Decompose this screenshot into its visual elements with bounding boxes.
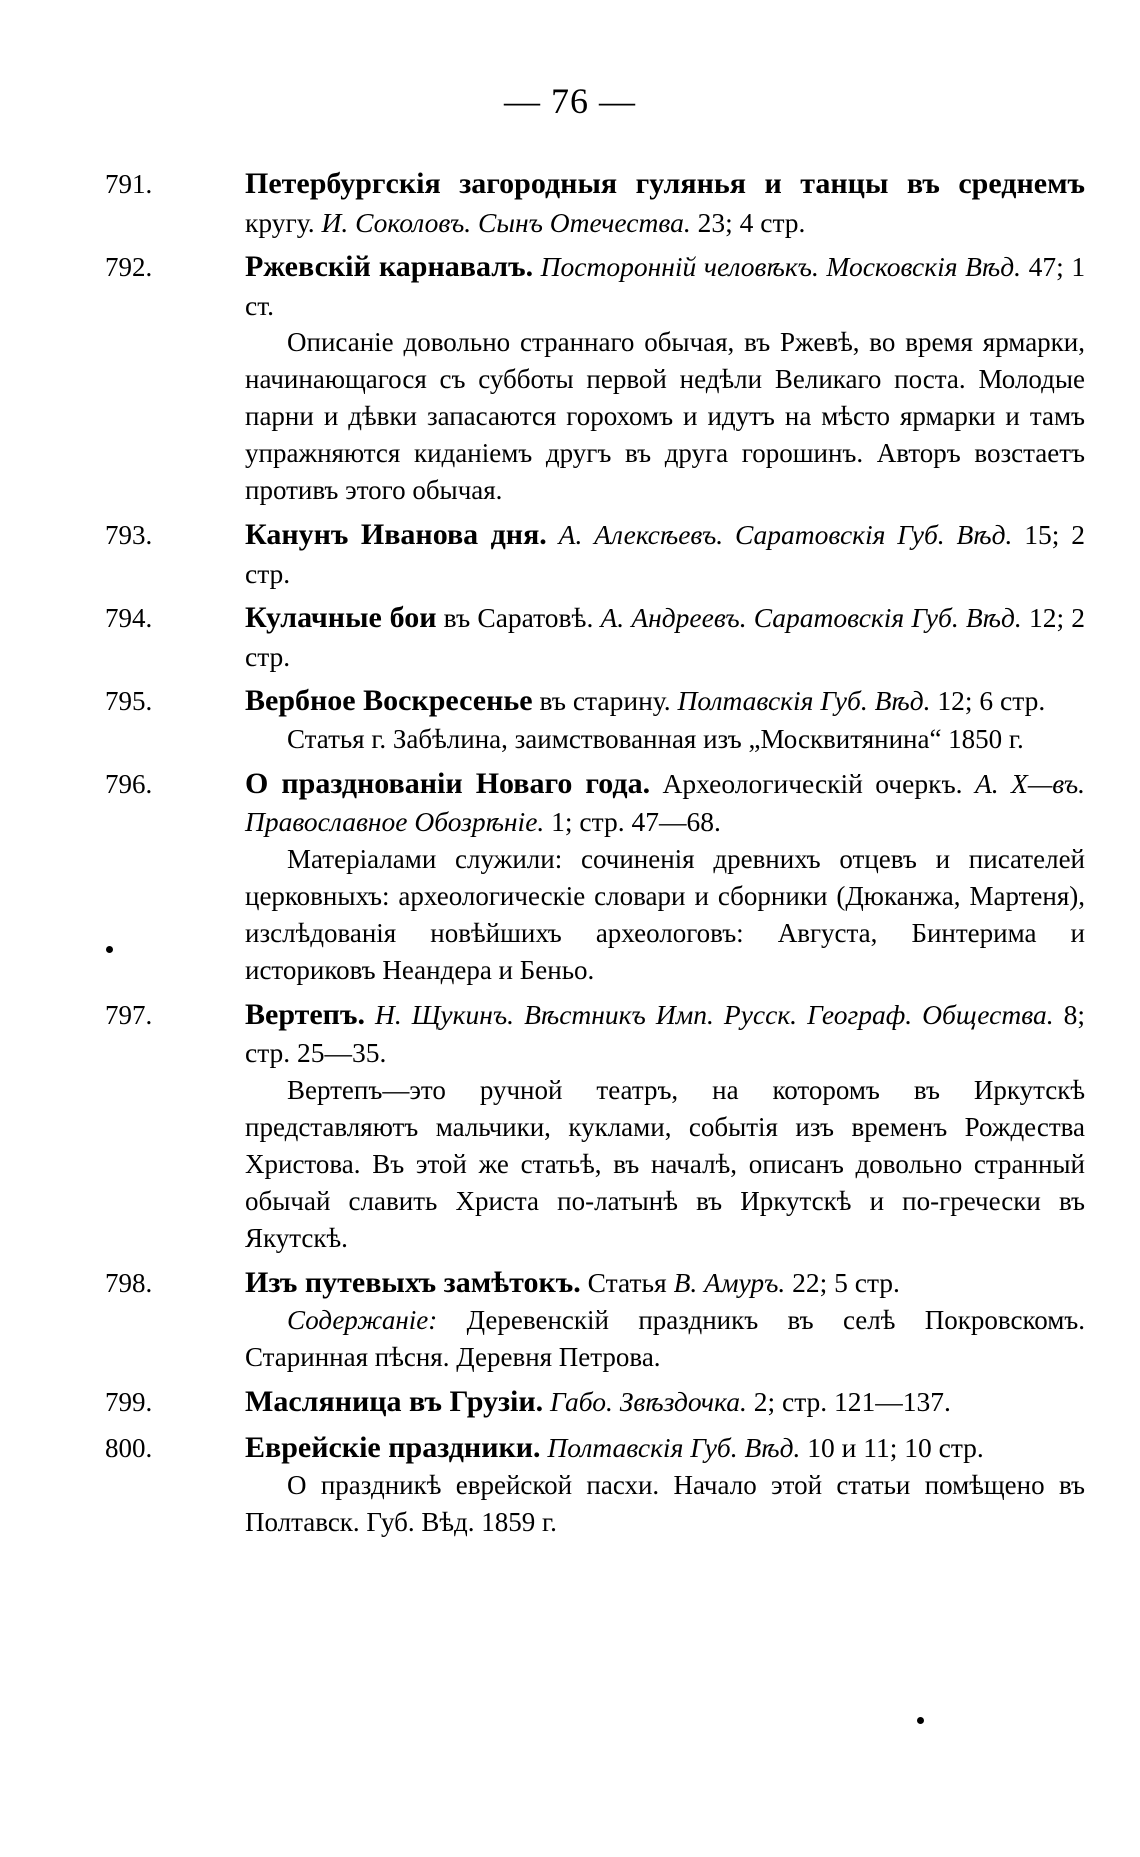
entry-details: 15; 2 стр. <box>245 519 1086 589</box>
entry-title: Масляница въ Грузіи. <box>245 1385 544 1418</box>
entry-source: Саратовскія Губ. Вѣд. <box>753 602 1022 633</box>
entry-note: Статья г. Забѣлина, заимствованная изъ „Москвитянина“ 1850 г. <box>287 723 1024 754</box>
entry-source: Полтавскія Губ. Вѣд. <box>677 685 931 716</box>
print-speck <box>106 946 113 953</box>
entry-text: Статья <box>587 1266 667 1298</box>
entry-795 <box>105 682 1085 758</box>
entry-author: Габо. <box>550 1386 613 1417</box>
entry-793 <box>105 516 1086 592</box>
entry-title: О праздновaніи Новаго года. <box>245 766 651 800</box>
entry-number: 793. <box>105 520 153 550</box>
entry-details: 1; стр. 47—68. <box>551 806 721 837</box>
entry-source: Вѣстникъ Имп. Русск. Географ. Общества. <box>524 998 1054 1030</box>
entry-author: А. Андреевъ. <box>600 602 747 633</box>
note-text: Деревенскій праздникъ въ селѣ Покровскомъ. Старинная пѣсня. Деревня Петрова. <box>245 1305 1086 1372</box>
entry-note: Вертепъ—это ручной театръ, на которомъ въ Иркутскѣ представляютъ мальчики, куклами, событія изъ временъ Рождества Христова. Въ этой же статьѣ, въ началѣ, описанъ довольно странный обычай славить Христа по-латынѣ въ Иркутскѣ и по-гречески въ Якутскѣ. <box>245 1074 1085 1253</box>
note-label: Содержаніе: <box>287 1305 438 1335</box>
entry-title: Изъ путевыхъ замѣтокъ. <box>245 1265 581 1299</box>
entry-text: въ старину. <box>539 685 671 716</box>
entry-title: Вербное Воскресенье <box>245 684 533 717</box>
entry-source: Саратовскія Губ. Вѣд. <box>735 519 1013 550</box>
entry-title: Канунъ Иванова дня. <box>245 518 547 551</box>
entry-author: Посторонній человѣкъ. <box>540 251 819 282</box>
entry-792 <box>105 248 1086 509</box>
entry-note: Описаніе довольно страннаго обычая, въ Ржевѣ, во время ярмарки, начинающагося съ субботы первой недѣли Великаго поста. Молодые парни и дѣвки запасаются горохомъ и идутъ на мѣсто ярмарки и тамъ упражняются киданіемъ другъ въ друга горошинъ. Авторъ возстаетъ противъ этого обычая. <box>245 327 1085 505</box>
print-speck <box>917 1717 924 1724</box>
entry-number: 795. <box>105 686 153 716</box>
entry-title: Кулачные бои <box>245 601 437 634</box>
entry-797 <box>105 996 1086 1257</box>
entry-title: Петербургскія загородныя гулянья и танцы въ среднемъ <box>245 167 1085 200</box>
entry-number: 792. <box>105 252 153 282</box>
entry-text: Археологическій очеркъ. <box>662 767 963 799</box>
entry-details: 22; 5 стр. <box>792 1266 900 1298</box>
entry-author: А. Алексѣевъ. <box>558 519 724 550</box>
entry-source: Сынъ Отечества. <box>477 206 691 238</box>
entry-title: Еврейскіе праздники. <box>245 1430 541 1464</box>
entry-source: Звѣздочка. <box>619 1386 747 1417</box>
entry-note: Матеріалами служили: сочиненія древнихъ отцевъ и писателей церковныхъ: археологическіе словари и сборники (Дюканжа, Мартеня), изслѣдованія новѣйшихъ археологовъ: Августа, Бинтерима и историковъ Неандера и Беньо. <box>245 843 1085 985</box>
entry-796 <box>105 765 1085 989</box>
entry-title: Вертепъ. <box>245 997 365 1031</box>
entry-note <box>175 1302 1085 1376</box>
entry-text: въ Саратовѣ. <box>443 602 594 633</box>
entry-number: 791. <box>105 169 153 199</box>
entry-number: 799. <box>105 1387 153 1417</box>
entry-source: Полтавскія Губ. Вѣд. <box>547 1431 801 1463</box>
entry-source: В. Амуръ. <box>673 1266 786 1298</box>
entry-number: 794. <box>105 603 153 633</box>
entry-author: А. Х—въ. <box>974 767 1085 799</box>
entry-number: 800. <box>105 1432 153 1463</box>
entry-details: 10 и 11; 10 стр. <box>807 1431 984 1463</box>
entry-798 <box>105 1264 1086 1377</box>
entry-number: 796. <box>105 768 153 799</box>
entry-author: Н. Щукинъ. <box>374 998 515 1030</box>
entry-details: 8; стр. 25—35. <box>245 998 1086 1068</box>
entries-list <box>105 165 1086 1548</box>
entry-details: 2; стр. 121—137. <box>753 1386 951 1417</box>
entry-author: И. Соколовъ. <box>321 206 472 238</box>
entry-source: Московскія Вѣд. <box>826 251 1022 282</box>
entry-799 <box>105 1383 1085 1422</box>
entry-794 <box>105 599 1086 675</box>
entry-text: кругу. <box>245 206 322 238</box>
entry-800 <box>105 1429 1085 1542</box>
entry-791 <box>105 165 1085 241</box>
entry-source: Православное Обозрѣніе. <box>245 806 545 837</box>
entry-details: 23; 4 стр. <box>697 206 806 238</box>
entry-note: О праздникѣ еврейской пасхи. Начало этой статьи помѣщено въ Полтавск. Губ. Вѣд. 1859 г. <box>245 1470 1085 1537</box>
page-number: — 76 — <box>504 81 636 121</box>
entry-title: Ржевскій карнавалъ. <box>245 250 534 283</box>
entry-number: 797. <box>105 999 153 1030</box>
entry-number: 798. <box>105 1267 153 1298</box>
entry-details: 12; 2 стр. <box>245 602 1086 672</box>
entry-details: 12; 6 стр. <box>937 685 1046 716</box>
entry-details: 47; 1 ст. <box>245 251 1086 321</box>
